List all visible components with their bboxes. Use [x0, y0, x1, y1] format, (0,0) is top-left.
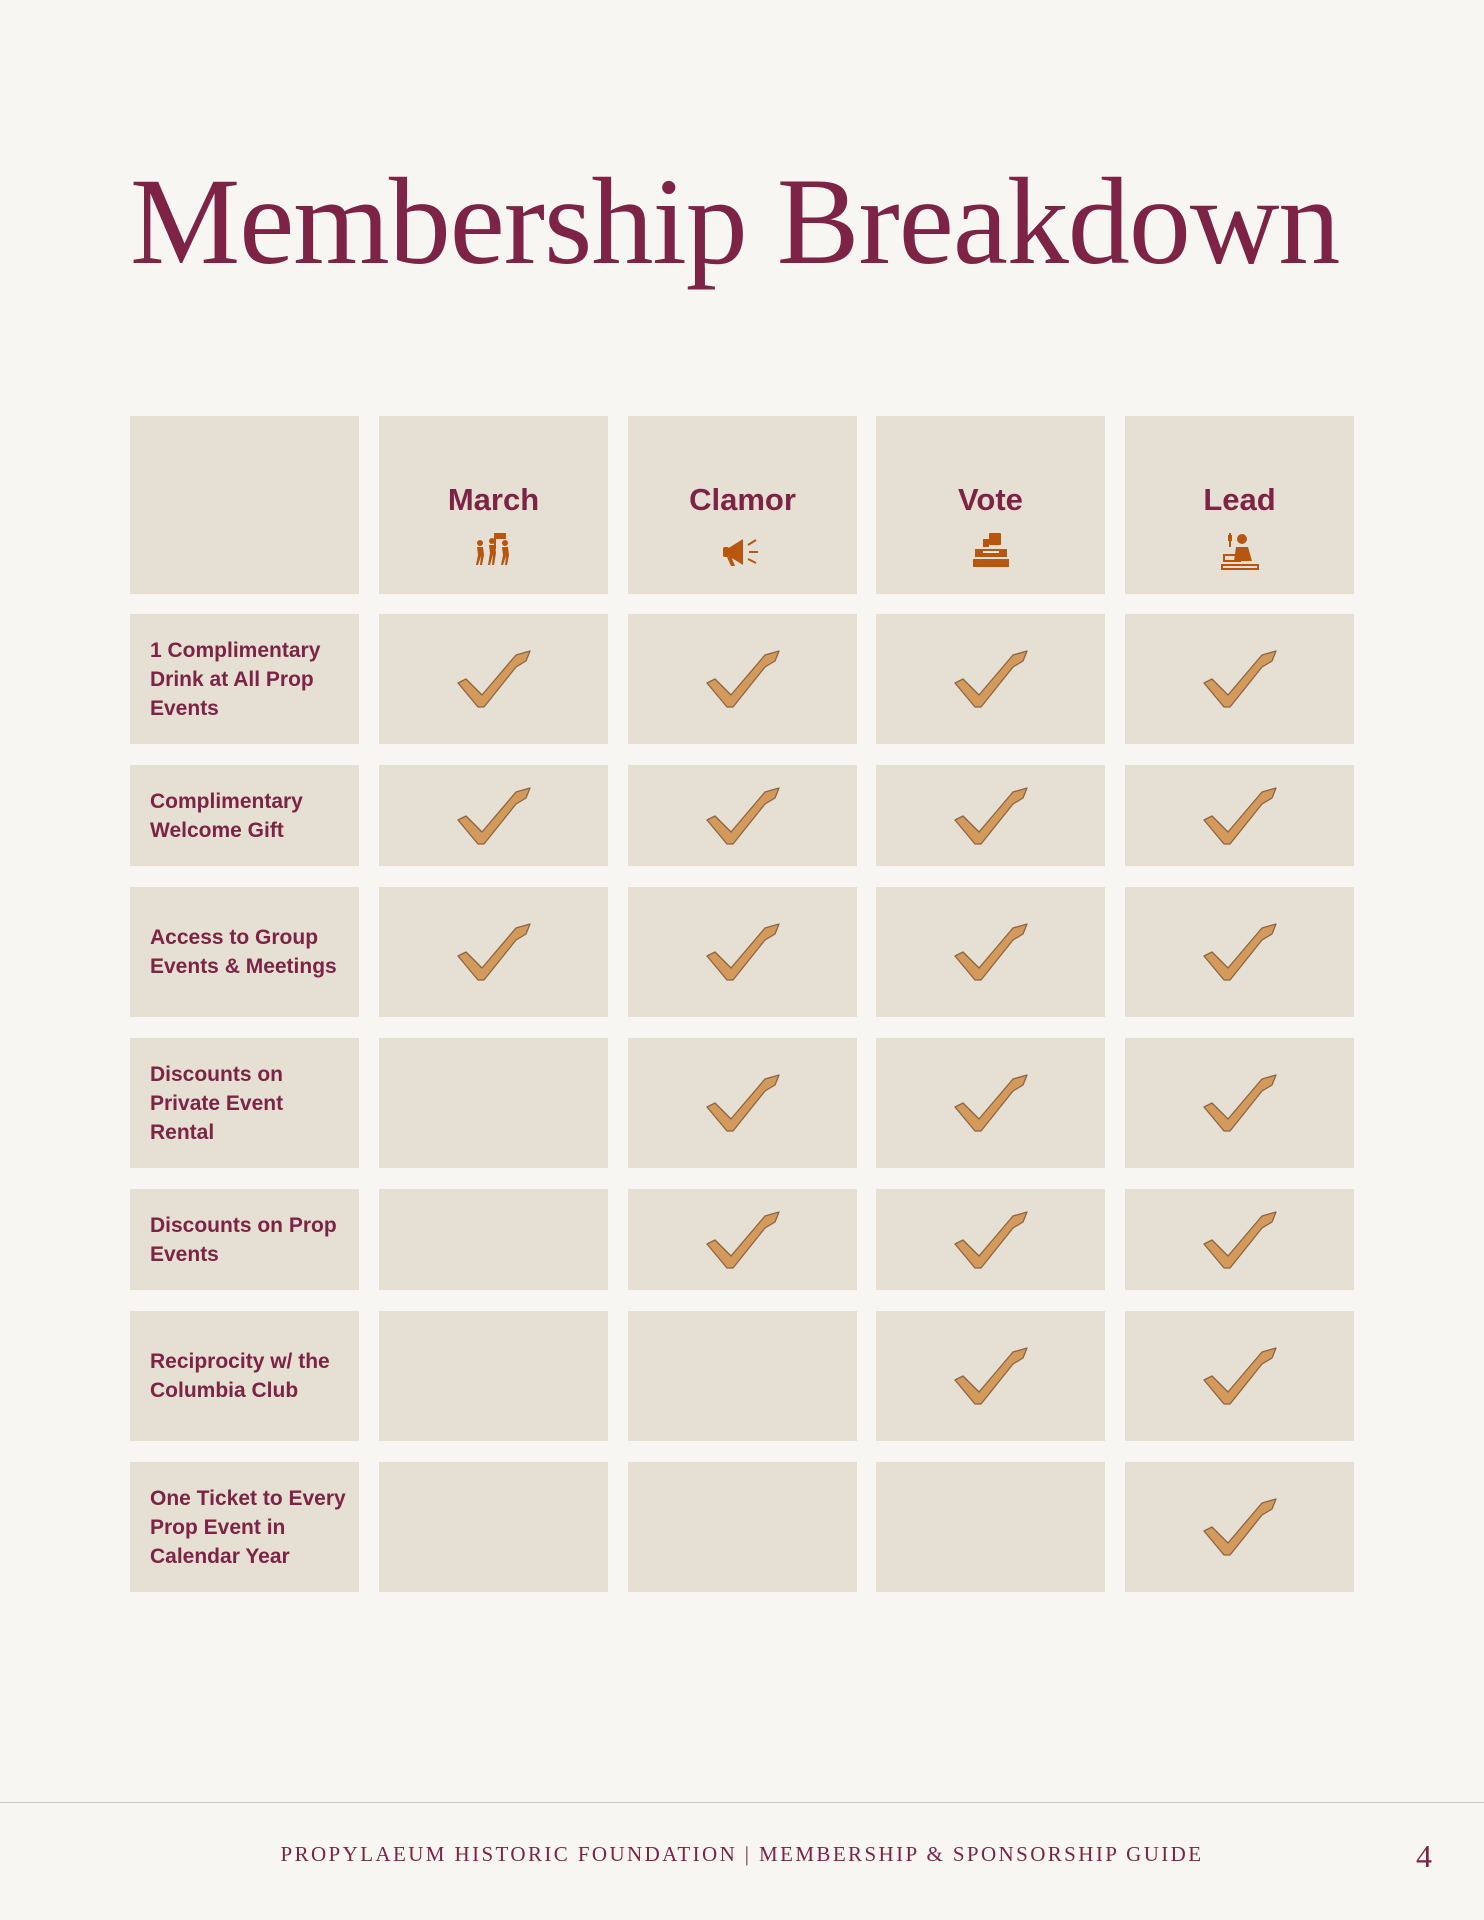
ballot-box-icon — [969, 531, 1013, 571]
benefit-included-cell — [1125, 614, 1354, 744]
benefit-included-cell — [876, 614, 1105, 744]
benefit-included-cell — [379, 887, 608, 1017]
benefit-label: One Ticket to Every Prop Event in Calendar Year — [150, 1486, 346, 1568]
benefit-included-cell — [876, 887, 1105, 1017]
benefit-label: Access to Group Events & Meetings — [150, 926, 337, 978]
checkmark-icon — [951, 1208, 1031, 1272]
benefit-included-cell — [1125, 1462, 1354, 1592]
benefit-included-cell — [876, 1311, 1105, 1441]
benefit-included-cell — [1125, 1311, 1354, 1441]
benefit-empty-cell — [379, 1311, 608, 1441]
benefit-empty-cell — [379, 1189, 608, 1290]
benefit-included-cell — [876, 1038, 1105, 1168]
checkmark-icon — [1200, 1071, 1280, 1135]
tier-header-vote — [876, 416, 1105, 594]
benefit-empty-cell — [876, 1462, 1105, 1592]
benefit-included-cell — [628, 765, 857, 866]
benefit-empty-cell — [628, 1462, 857, 1592]
benefit-label-cell — [130, 887, 359, 1017]
benefit-included-cell — [628, 887, 857, 1017]
page-number: 4 — [1416, 1838, 1432, 1874]
tier-header-march — [379, 416, 608, 594]
tier-name: Clamor — [689, 482, 796, 517]
tier-name: Vote — [958, 482, 1023, 517]
checkmark-icon — [454, 647, 534, 711]
header-corner-cell — [130, 416, 359, 594]
benefit-empty-cell — [628, 1311, 857, 1441]
footer-divider — [0, 1802, 1484, 1803]
checkmark-icon — [951, 784, 1031, 848]
checkmark-icon — [1200, 784, 1280, 848]
marching-protesters-icon — [472, 531, 516, 571]
benefit-label: Reciprocity w/ the Columbia Club — [150, 1350, 330, 1402]
benefit-included-cell — [379, 765, 608, 866]
benefit-label-cell — [130, 1038, 359, 1168]
checkmark-icon — [703, 920, 783, 984]
checkmark-icon — [454, 784, 534, 848]
checkmark-icon — [951, 647, 1031, 711]
benefit-included-cell — [876, 765, 1105, 866]
benefit-label: 1 Complimentary Drink at All Prop Events — [150, 638, 321, 720]
checkmark-icon — [1200, 1344, 1280, 1408]
checkmark-icon — [703, 647, 783, 711]
benefit-included-cell — [1125, 1189, 1354, 1290]
benefit-included-cell — [379, 614, 608, 744]
benefit-included-cell — [628, 1038, 857, 1168]
benefit-label: Complimentary Welcome Gift — [150, 789, 303, 842]
checkmark-icon — [1200, 647, 1280, 711]
benefit-included-cell — [1125, 1038, 1354, 1168]
tier-name: March — [447, 482, 540, 517]
benefit-empty-cell — [379, 1462, 608, 1592]
checkmark-icon — [454, 920, 534, 984]
benefit-label-cell — [130, 1462, 359, 1592]
checkmark-icon — [951, 1071, 1031, 1135]
benefit-included-cell — [1125, 765, 1354, 866]
benefit-label: Discounts on Prop Events — [150, 1213, 337, 1266]
checkmark-icon — [951, 1344, 1031, 1408]
tier-header-lead — [1125, 416, 1354, 594]
tier-header-clamor — [628, 416, 857, 594]
megaphone-icon — [721, 531, 765, 571]
checkmark-icon — [1200, 920, 1280, 984]
benefit-label-cell — [130, 1189, 359, 1290]
checkmark-icon — [951, 920, 1031, 984]
benefit-included-cell — [1125, 887, 1354, 1017]
tier-name: Lead — [1203, 482, 1276, 517]
checkmark-icon — [1200, 1208, 1280, 1272]
benefit-included-cell — [876, 1189, 1105, 1290]
benefit-included-cell — [628, 614, 857, 744]
checkmark-icon — [703, 1208, 783, 1272]
checkmark-icon — [1200, 1495, 1280, 1559]
page-title: Membership Breakdown — [130, 153, 1340, 290]
benefit-label: Discounts on Private Event Rental — [150, 1062, 284, 1144]
benefit-label-cell — [130, 765, 359, 866]
benefit-empty-cell — [379, 1038, 608, 1168]
checkmark-icon — [703, 784, 783, 848]
benefit-label-cell — [130, 1311, 359, 1441]
benefit-label-cell — [130, 614, 359, 744]
footer-text: PROPYLAEUM HISTORIC FOUNDATION | MEMBERSHIP & SPONSORSHIP GUIDE — [280, 1842, 1204, 1866]
leader-podium-icon — [1218, 531, 1262, 571]
checkmark-icon — [703, 1071, 783, 1135]
benefit-included-cell — [628, 1189, 857, 1290]
